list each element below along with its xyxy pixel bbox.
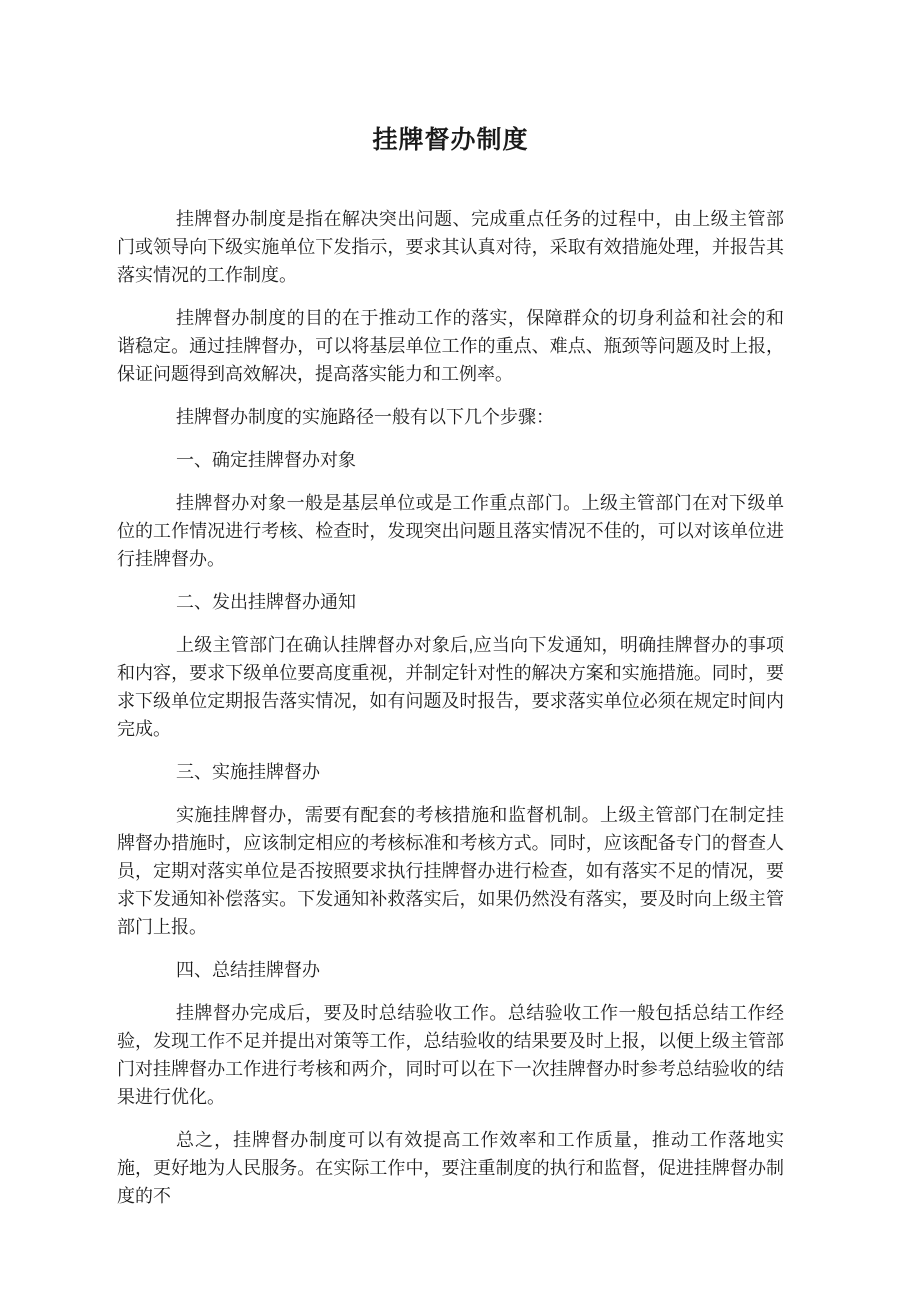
paragraph-conclusion: 总之，挂牌督办制度可以有效提高工作效率和工作质量，推动工作落地实施，更好地为人民服务。在实际工作中，要注重制度的执行和监督，促进挂牌督办制度的不 bbox=[117, 1130, 784, 1206]
heading-step-3: 三、实施挂牌督办 bbox=[176, 762, 320, 782]
paragraph-steps-intro: 挂牌督办制度的实施路径一般有以下几个步骤： bbox=[176, 407, 554, 427]
heading-step-2: 二、发出挂牌督办通知 bbox=[176, 592, 356, 612]
heading-step-4: 四、总结挂牌督办 bbox=[176, 960, 320, 980]
paragraph-step-1: 挂牌督办对象一般是基层单位或是工作重点部门。上级主管部门在对下级单位的工作情况进行考核、检查时，发现突出问题且落实情况不佳的，可以对该单位进行挂牌督办。 bbox=[117, 493, 784, 569]
heading-step-1: 一、确定挂牌督办对象 bbox=[176, 450, 356, 470]
paragraph-purpose: 挂牌督办制度的目的在于推动工作的落实，保障群众的切身利益和社会的和谐稳定。通过挂牌督办，可以将基层单位工作的重点、难点、瓶颈等问题及时上报，保证问题得到高效解决，提高落实能力和工例率。 bbox=[117, 308, 784, 384]
paragraph-definition: 挂牌督办制度是指在解决突出问题、完成重点任务的过程中，由上级主管部门或领导向下级实施单位下发指示，要求其认真对待，采取有效措施处理，并报告其落实情况的工作制度。 bbox=[117, 209, 784, 285]
paragraph-step-3: 实施挂牌督办，需要有配套的考核措施和监督机制。上级主管部门在制定挂牌督办措施时，应该制定相应的考核标准和考核方式。同时，应该配备专门的督查人员，定期对落实单位是否按照要求执行挂牌督办进行检查，如有落实不足的情况，要求下发通知补偿落实。下发通知补救落实后，如果仍然没有落实，要及时向上级主管部门上报。 bbox=[117, 805, 784, 937]
document-title: 挂牌督办制度 bbox=[372, 126, 529, 154]
paragraph-step-4: 挂牌督办完成后，要及时总结验收工作。总结验收工作一般包括总结工作经验，发现工作不足并提出对策等工作，总结验收的结果要及时上报，以便上级主管部门对挂牌督办工作进行考核和两介，同时可以在下一次挂牌督办时参考总结验收的结果进行优化。 bbox=[117, 1003, 784, 1107]
paragraph-step-2: 上级主管部门在确认挂牌督办对象后,应当向下发通知，明确挂牌督办的事项和内容，要求下级单位要高度重视，并制定针对性的解决方案和实施措施。同时，要求下级单位定期报告落实情况，如有问题及时报告，要求落实单位必须在规定时间内完成。 bbox=[117, 635, 784, 739]
